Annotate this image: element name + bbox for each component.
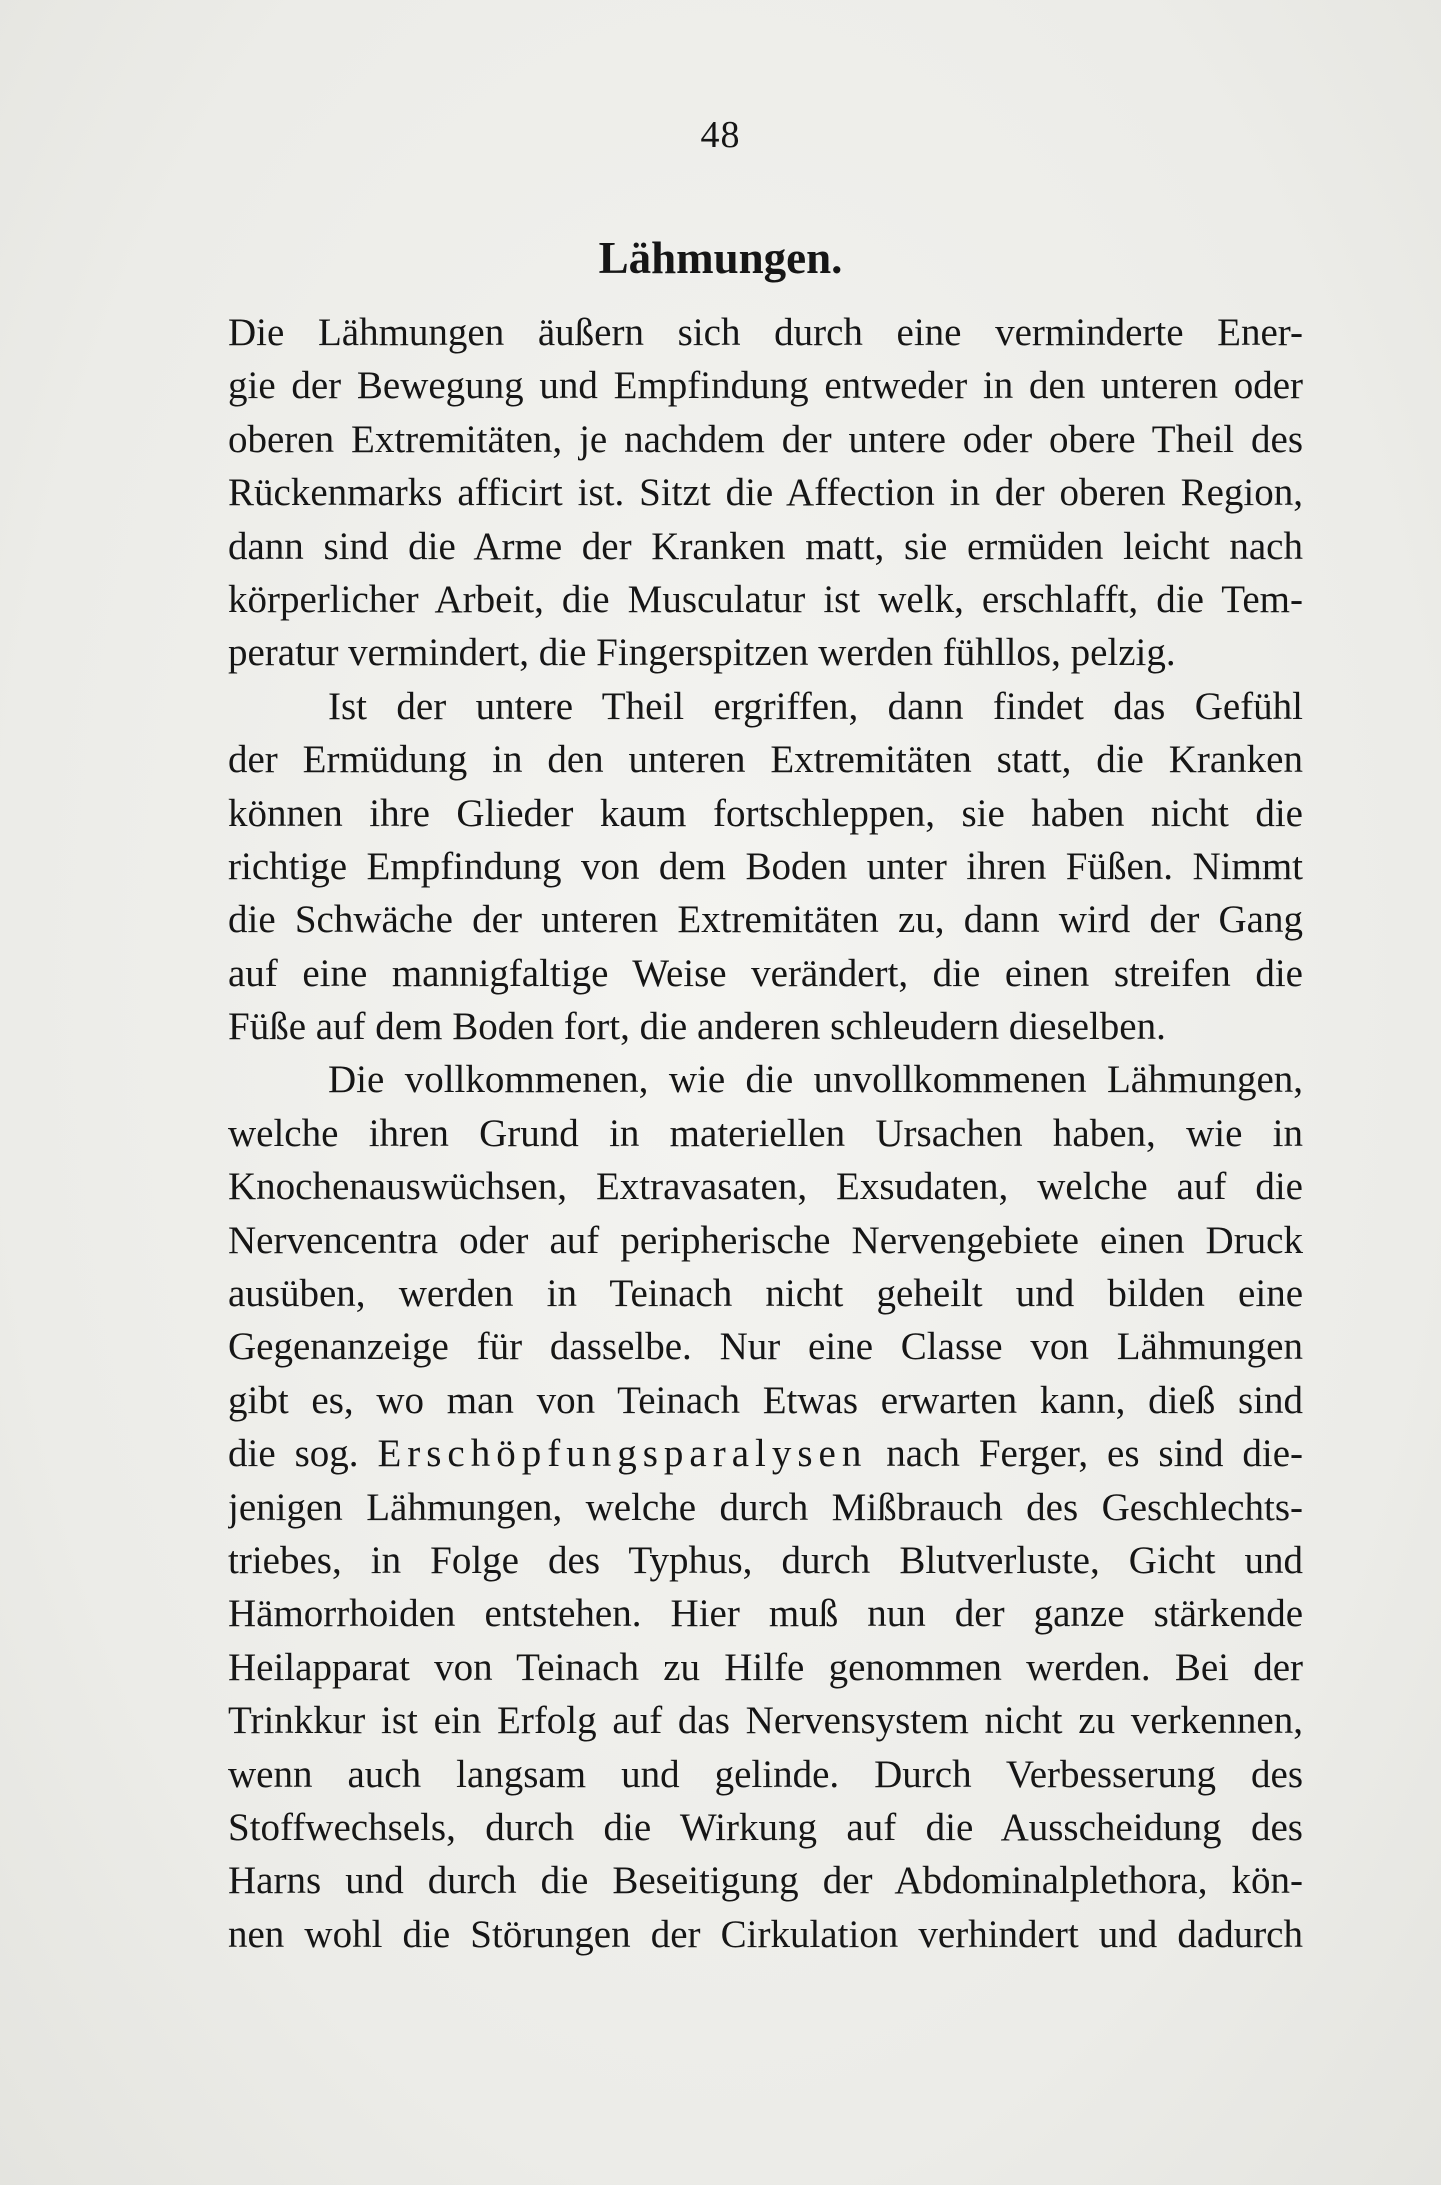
text-line: oberen Extremitäten, je nachdem der untere oder obere Theil des bbox=[228, 417, 1303, 461]
text-line: welche ihren Grund in materiellen Ursachen haben, wie in bbox=[228, 1111, 1303, 1155]
spaced-term: Erschöpfungsparalysen bbox=[377, 1432, 868, 1476]
section-heading: Lähmungen. bbox=[598, 233, 843, 283]
text-line: dann sind die Arme der Kranken matt, sie ermüden leicht nach bbox=[228, 524, 1303, 568]
text-line: nen wohl die Störungen der Cirkulation verhindert und dadurch bbox=[228, 1912, 1303, 1956]
text-line: Knochenauswüchsen, Extravasaten, Exsudaten, welche auf die bbox=[228, 1165, 1303, 1209]
text-line: richtige Empfindung von dem Boden unter ihren Füßen. Nimmt bbox=[228, 844, 1303, 888]
text-line: der Ermüdung in den unteren Extremitäten statt, die Kranken bbox=[228, 738, 1303, 782]
text-line: Hämorrhoiden entstehen. Hier muß nun der ganze stärkende bbox=[228, 1592, 1303, 1636]
body-text bbox=[228, 306, 1303, 1961]
text-line: Füße auf dem Boden fort, die anderen schleudern dieselben. bbox=[228, 1005, 1166, 1049]
text-line: Heilapparat von Teinach zu Hilfe genommen werden. Bei der bbox=[228, 1645, 1303, 1689]
page-number: 48 bbox=[700, 114, 741, 156]
text-line: Die vollkommenen, wie die unvollkommenen Lähmungen, bbox=[328, 1058, 1303, 1102]
text-line: Ist der untere Theil ergriffen, dann findet das Gefühl bbox=[328, 684, 1303, 728]
text-line-part: die sog. bbox=[228, 1432, 378, 1476]
text-line: ausüben, werden in Teinach nicht geheilt und bilden eine bbox=[228, 1272, 1303, 1316]
text-line: können ihre Glieder kaum fortschleppen, sie haben nicht die bbox=[228, 791, 1303, 835]
text-line: die Schwäche der unteren Extremitäten zu, dann wird der Gang bbox=[228, 898, 1303, 942]
text-line bbox=[228, 1427, 1303, 1480]
text-line: Stoffwechsels, durch die Wirkung auf die Ausscheidung des bbox=[228, 1805, 1303, 1849]
text-line: Gegenanzeige für dasselbe. Nur eine Classe von Lähmungen bbox=[228, 1325, 1303, 1369]
text-line: triebes, in Folge des Typhus, durch Blutverluste, Gicht und bbox=[228, 1538, 1303, 1582]
text-line: auf eine mannigfaltige Weise verändert, die einen streifen die bbox=[228, 951, 1303, 995]
text-line: Nervencentra oder auf peripherische Nervengebiete einen Druck bbox=[228, 1218, 1303, 1262]
text-line: Harns und durch die Beseitigung der Abdominalplethora, kön- bbox=[228, 1859, 1303, 1903]
text-line: Rückenmarks afficirt ist. Sitzt die Affection in der oberen Region, bbox=[228, 471, 1303, 515]
text-line: gibt es, wo man von Teinach Etwas erwarten kann, dieß sind bbox=[228, 1378, 1303, 1422]
text-line: peratur vermindert, die Fingerspitzen werden fühllos, pelzig. bbox=[228, 631, 1176, 675]
text-line: wenn auch langsam und gelinde. Durch Verbesserung des bbox=[228, 1752, 1303, 1796]
text-line-part: nach Ferger, es sind die- bbox=[867, 1432, 1303, 1476]
text-line: jenigen Lähmungen, welche durch Mißbrauch des Geschlechts- bbox=[228, 1485, 1303, 1529]
text-line: Die Lähmungen äußern sich durch eine verminderte Ener- bbox=[228, 311, 1303, 354]
text-line: gie der Bewegung und Empfindung entweder in den unteren oder bbox=[228, 364, 1303, 408]
text-line: körperlicher Arbeit, die Musculatur ist welk, erschlafft, die Tem- bbox=[228, 577, 1303, 621]
text-line: Trinkkur ist ein Erfolg auf das Nervensystem nicht zu verkennen, bbox=[228, 1699, 1303, 1743]
